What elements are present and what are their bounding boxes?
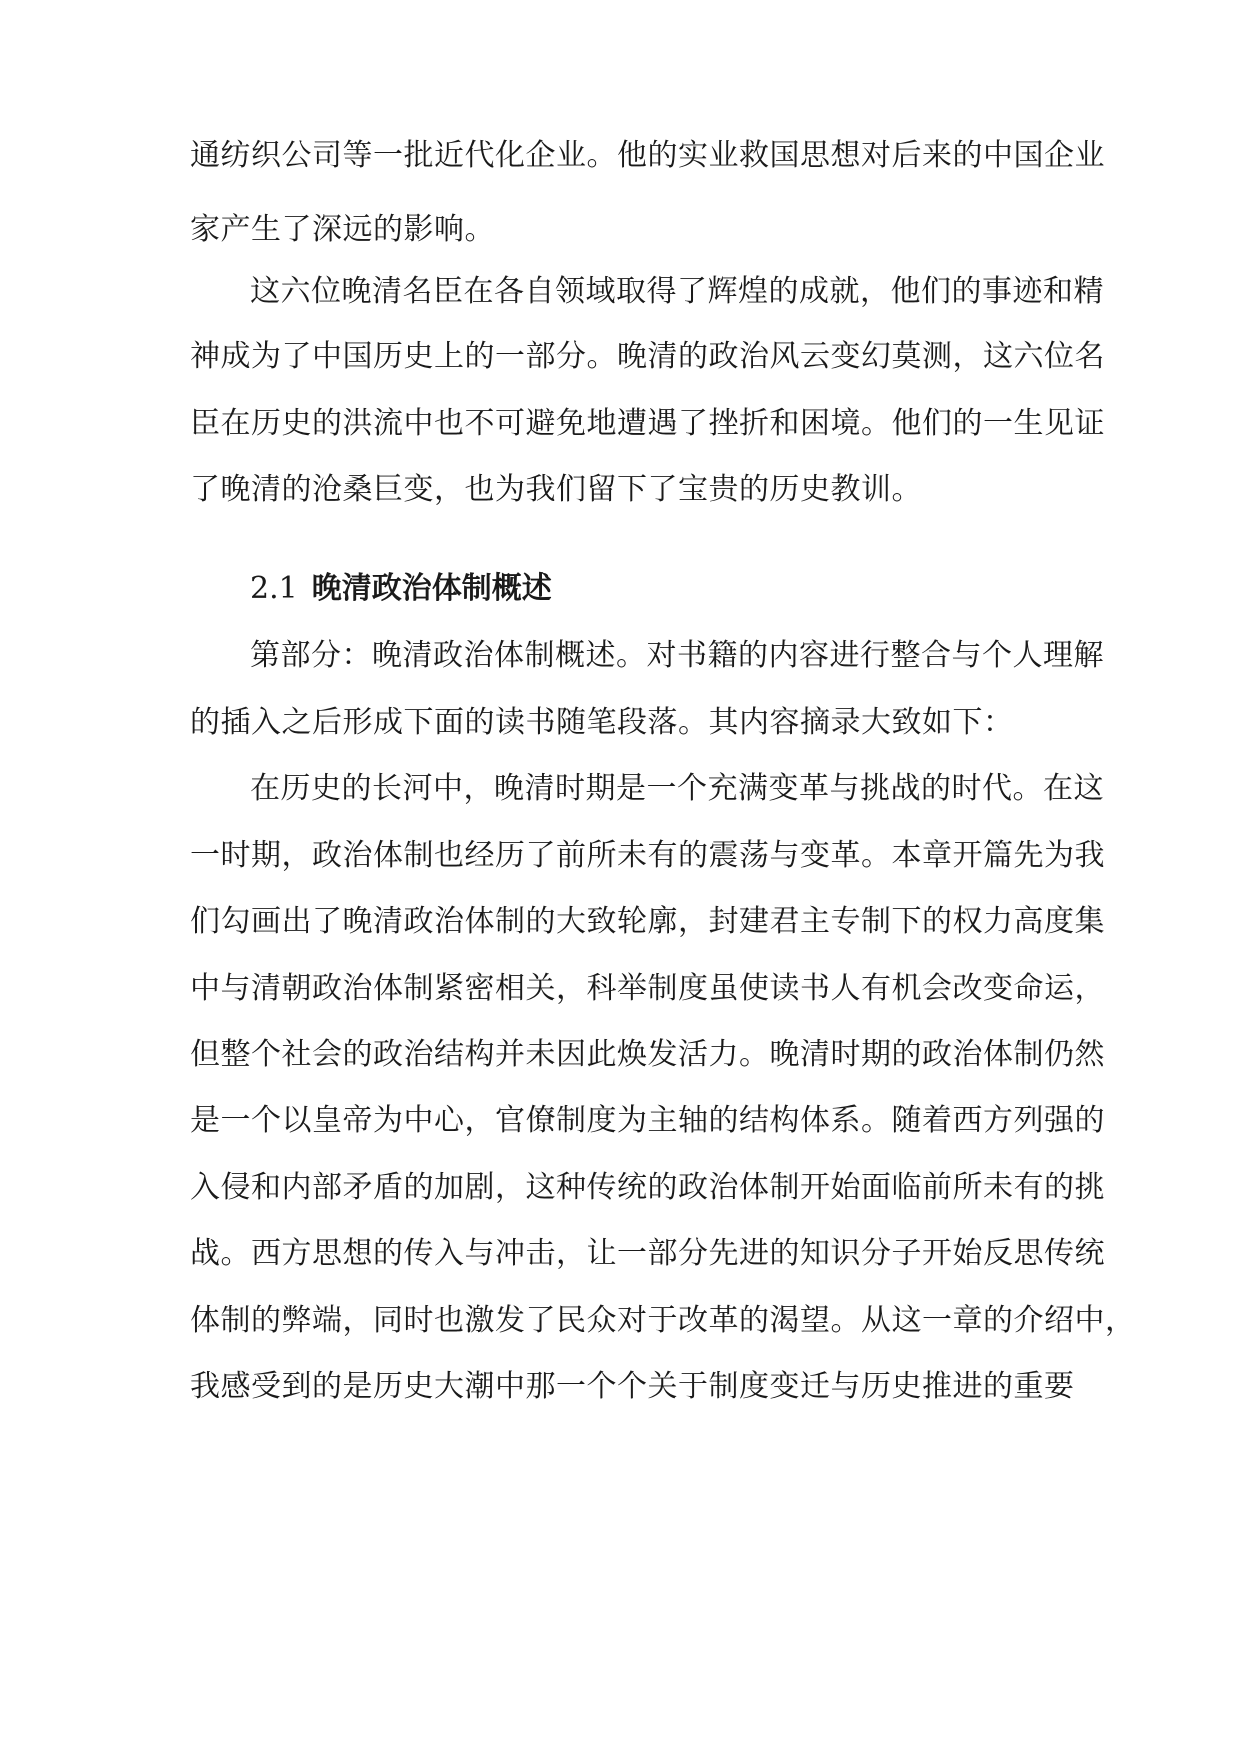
paragraph-4-line-10: 我感受到的是历史大潮中那一个个关于制度变迁与历史推进的重要	[190, 1369, 1075, 1404]
paragraph-4-line-2: 一时期，政治体制也经历了前所未有的震荡与变革。本章开篇先为我	[190, 838, 1105, 873]
paragraph-2-line-2: 神成为了中国历史上的一部分。晚清的政治风云变幻莫测，这六位名	[190, 339, 1105, 374]
paragraph-4-line-4: 中与清朝政治体制紧密相关，科举制度虽使读书人有机会改变命运，	[190, 971, 1105, 1006]
paragraph-2-line-1: 这六位晚清名臣在各自领域取得了辉煌的成就，他们的事迹和精	[250, 274, 1104, 309]
paragraph-4-line-7: 入侵和内部矛盾的加剧，这种传统的政治体制开始面临前所未有的挑	[190, 1170, 1105, 1205]
paragraph-3-line-1: 第部分：晚清政治体制概述。对书籍的内容进行整合与个人理解	[250, 638, 1104, 673]
paragraph-4-line-8: 战。西方思想的传入与冲击，让一部分先进的知识分子开始反思传统	[190, 1236, 1105, 1271]
section-number: 2.1	[250, 571, 298, 606]
paragraph-1-line-1: 通纺织公司等一批近代化企业。他的实业救国思想对后来的中国企业	[190, 138, 1105, 173]
paragraph-1-line-2: 家产生了深远的影响。	[190, 212, 495, 247]
paragraph-4-line-5: 但整个社会的政治结构并未因此焕发活力。晚清时期的政治体制仍然	[190, 1037, 1105, 1072]
paragraph-4-line-1: 在历史的长河中，晚清时期是一个充满变革与挑战的时代。在这	[250, 771, 1104, 806]
section-title: 晚清政治体制概述	[311, 571, 552, 606]
section-heading	[250, 569, 552, 609]
paragraph-2-line-4: 了晚清的沧桑巨变，也为我们留下了宝贵的历史教训。	[190, 472, 922, 507]
paragraph-4-line-6: 是一个以皇帝为中心，官僚制度为主轴的结构体系。随着西方列强的	[190, 1103, 1105, 1138]
paragraph-2-line-3: 臣在历史的洪流中也不可避免地遭遇了挫折和困境。他们的一生见证	[190, 406, 1105, 441]
paragraph-4-line-9: 体制的弊端，同时也激发了民众对于改革的渴望。从这一章的介绍中，	[190, 1303, 1136, 1338]
paragraph-3-line-2: 的插入之后形成下面的读书随笔段落。其内容摘录大致如下：	[190, 705, 1014, 740]
paragraph-4-line-3: 们勾画出了晚清政治体制的大致轮廓，封建君主专制下的权力高度集	[190, 904, 1105, 939]
